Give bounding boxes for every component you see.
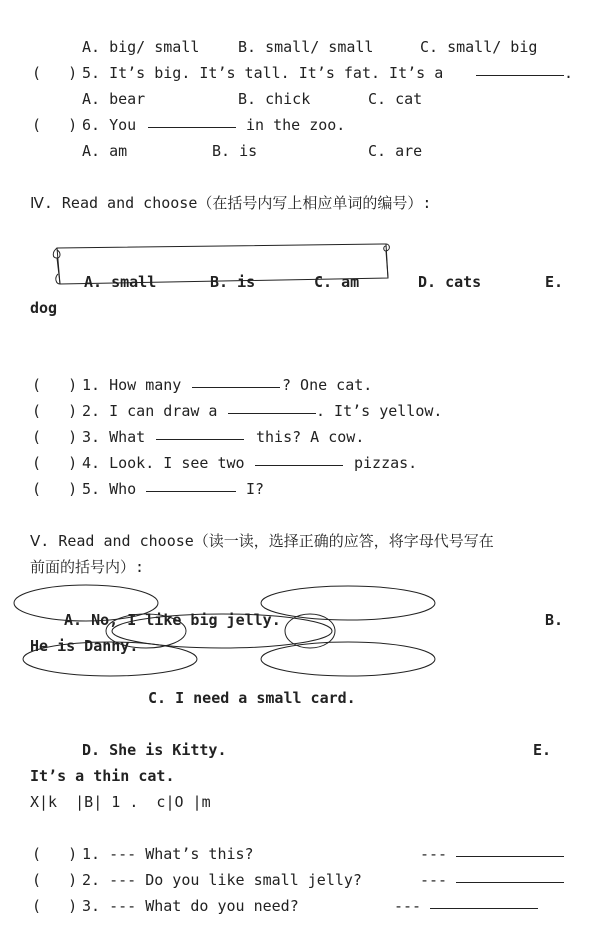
dialogue-dash: --- (420, 871, 448, 889)
question-end: in the zoo. (246, 116, 346, 134)
dialogue-question: 1. --- What’s this? (82, 845, 254, 863)
answer-blank[interactable] (456, 842, 564, 857)
option-a: A. big/ small (82, 38, 200, 56)
answer-paren[interactable]: ( ) (32, 871, 78, 889)
option-b: B. chick (238, 90, 311, 108)
answer-paren[interactable]: ( ) (32, 897, 78, 915)
dialogue-question: 2. --- Do you like small jelly? (82, 871, 362, 889)
reply-b: B. (545, 611, 564, 629)
section-title: Ⅳ. Read and choose（在括号内写上相应单词的编号）: (30, 194, 432, 212)
question-text: 5. Who (82, 480, 137, 498)
dialogue-dash: --- (394, 897, 422, 915)
answer-paren[interactable]: ( ) (32, 845, 78, 863)
question-text: 2. I can draw a (82, 402, 218, 420)
question-text: 1. How many (82, 376, 182, 394)
answer-blank[interactable] (430, 894, 538, 909)
answer-paren[interactable]: ( ) (32, 402, 78, 420)
reply-c: C. I need a small card. (148, 689, 356, 707)
question-end: . It’s yellow. (316, 402, 443, 420)
reply-a: A. No, I like big jelly. (64, 611, 281, 629)
option-a: A. am (82, 142, 128, 160)
answer-paren[interactable]: ( ) (32, 64, 78, 82)
option-c: C. small/ big (420, 38, 538, 56)
reply-d: D. She is Kitty. (82, 741, 227, 759)
reply-b-continued: He is Danny. (30, 637, 139, 655)
section-title-continued: 前面的括号内）: (30, 558, 145, 576)
choice-c: C. am (314, 273, 360, 291)
question-text: 3. What (82, 428, 146, 446)
answer-paren[interactable]: ( ) (32, 454, 78, 472)
answer-blank[interactable] (456, 868, 564, 883)
choice-a: A. small (84, 273, 157, 291)
option-c: C. are (368, 142, 423, 160)
section-title: Ⅴ. Read and choose（读一读，选择正确的应答，将字母代号写在 (30, 532, 494, 550)
answer-paren[interactable]: ( ) (32, 428, 78, 446)
question-end: this? A cow. (256, 428, 365, 446)
answer-paren[interactable]: ( ) (32, 376, 78, 394)
reply-e-continued: It’s a thin cat. (30, 767, 175, 785)
option-b: B. small/ small (238, 38, 374, 56)
dialogue-question: 3. --- What do you need? (82, 897, 299, 915)
choice-e: E. (545, 273, 564, 291)
question-end: pizzas. (354, 454, 418, 472)
question-end: . (564, 64, 574, 82)
question-text: 5. It’s big. It’s tall. It’s fat. It’s a (82, 64, 444, 82)
answer-paren[interactable]: ( ) (32, 116, 78, 134)
reply-e: E. (533, 741, 552, 759)
option-c: C. cat (368, 90, 423, 108)
choice-e-continued: dog (30, 299, 58, 317)
answer-paren[interactable]: ( ) (32, 480, 78, 498)
option-b: B. is (212, 142, 258, 160)
choice-d: D. cats (418, 273, 482, 291)
question-text: 6. You (82, 116, 137, 134)
question-text: 4. Look. I see two (82, 454, 245, 472)
choice-b: B. is (210, 273, 256, 291)
dialogue-dash: --- (420, 845, 448, 863)
option-a: A. bear (82, 90, 146, 108)
question-end: ? One cat. (282, 376, 373, 394)
watermark-text: X|k |B| 1 . c|O |m (30, 793, 211, 811)
question-end: I? (246, 480, 265, 498)
